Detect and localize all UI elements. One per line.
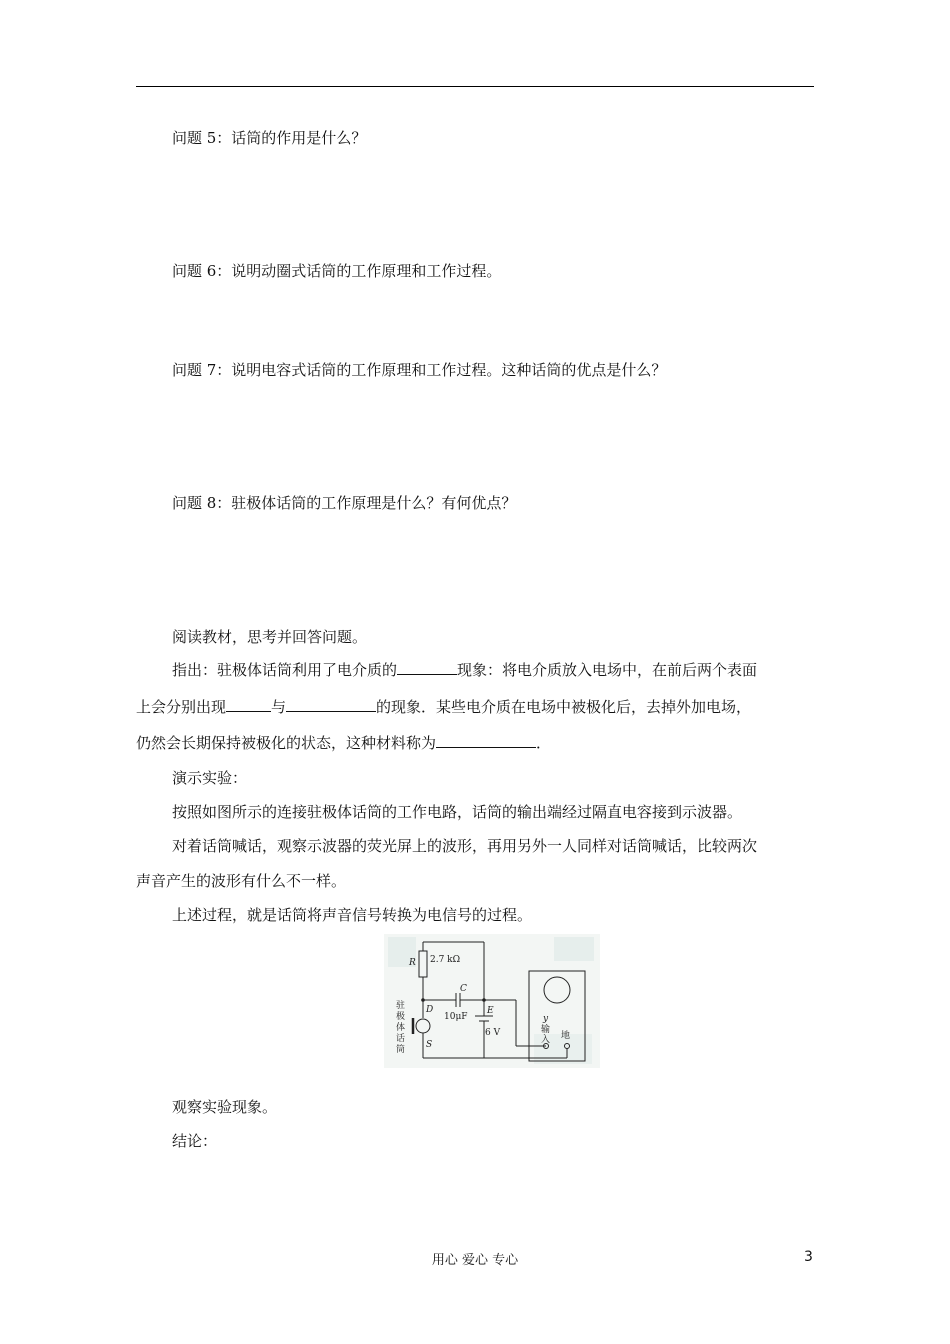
capacitor-value: 10μF — [444, 1012, 468, 1022]
reading-line-3 — [136, 733, 551, 753]
scope-y-label: y — [543, 1014, 549, 1024]
experiment-step-2b: 声音产生的波形有什么不一样。 — [136, 872, 347, 890]
reading-text: 的现象．某些电介质在电场中被极化后，去掉外加电场， — [376, 698, 752, 716]
conclusion-label: 结论： — [172, 1132, 218, 1150]
mic-label-char: 话 — [396, 1034, 406, 1044]
capacitor-label: C — [460, 984, 467, 994]
resistor-label: R — [409, 958, 416, 968]
scope-input-char: 入 — [541, 1035, 551, 1045]
mic-label-char: 筒 — [396, 1045, 406, 1055]
node-d-label: D — [426, 1005, 434, 1015]
mic-label-char: 驻 — [396, 1001, 406, 1011]
mic-label-char: 极 — [396, 1012, 406, 1022]
fill-blank-1 — [397, 660, 457, 675]
reading-text: 上会分别出现 — [136, 698, 227, 716]
node-s-label: S — [426, 1040, 433, 1050]
reading-text: 仍然会长期保持被极化的状态，这种材料称为 — [136, 734, 437, 752]
reading-line-2 — [136, 697, 751, 717]
footer-motto: 用心 爱心 专心 — [431, 1253, 519, 1268]
experiment-step-1: 按照如图所示的连接驻极体话筒的工作电路，话筒的输出端经过隔直电容接到示波器。 — [172, 803, 743, 821]
question-8: 问题 8：驻极体话筒的工作原理是什么？有何优点？ — [172, 494, 517, 512]
scope-input-char: 输 — [541, 1025, 551, 1035]
battery-label: E — [487, 1006, 494, 1016]
reading-text: 指出：驻极体话筒利用了电介质的 — [172, 661, 398, 679]
scope-ground-label: 地 — [561, 1031, 571, 1041]
reading-text: 现象：将电介质放入电场中，在前后两个表面 — [457, 661, 758, 679]
question-7: 问题 7：说明电容式话筒的工作原理和工作过程。这种话筒的优点是什么？ — [172, 361, 667, 379]
reading-line-1 — [172, 660, 757, 680]
reading-intro: 阅读教材，思考并回答问题。 — [172, 628, 368, 646]
resistor-value: 2.7 kΩ — [430, 955, 461, 965]
circuit-diagram — [384, 934, 600, 1068]
header-rule — [136, 86, 814, 87]
fill-blank-4 — [436, 733, 536, 748]
fill-blank-2 — [226, 697, 271, 712]
fill-blank-3 — [286, 697, 376, 712]
question-5: 问题 5：话筒的作用是什么？ — [172, 129, 367, 147]
reading-text: 与 — [271, 698, 287, 716]
page-number: 3 — [804, 1249, 813, 1265]
reading-text: ． — [536, 734, 552, 752]
experiment-title: 演示实验： — [172, 769, 248, 787]
experiment-step-3: 上述过程，就是话筒将声音信号转换为电信号的过程。 — [172, 906, 533, 924]
experiment-step-2a: 对着话筒喊话，观察示波器的荧光屏上的波形，再用另外一人同样对话筒喊话，比较两次 — [172, 837, 758, 855]
question-6: 问题 6：说明动圈式话筒的工作原理和工作过程。 — [172, 262, 502, 280]
battery-value: 6 V — [485, 1028, 501, 1038]
mic-label-char: 体 — [396, 1023, 406, 1033]
observe-text: 观察实验现象。 — [172, 1098, 278, 1116]
